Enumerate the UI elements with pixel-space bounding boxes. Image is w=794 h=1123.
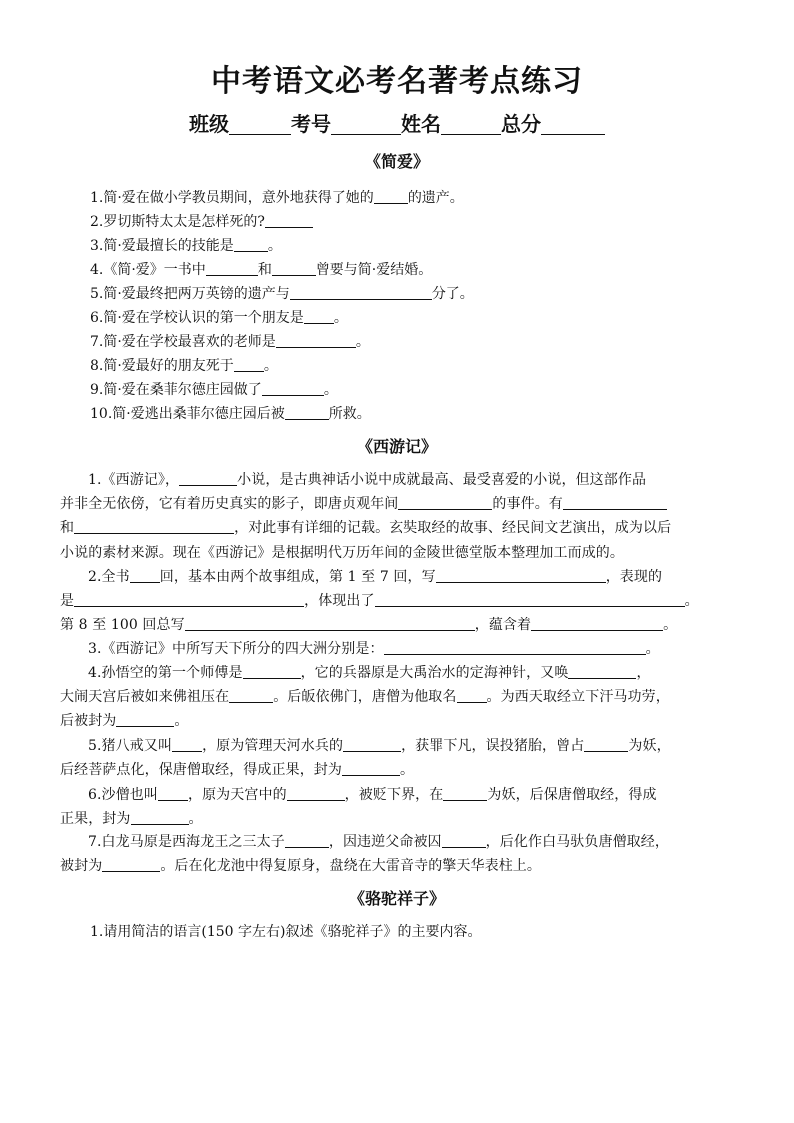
answer-blank[interactable] xyxy=(179,470,237,486)
question-paragraph: 6.沙僧也叫 ，原为天宫中的 ，被贬下界，在 为妖，后保唐僧取经，得成 正果，封为 。 xyxy=(60,787,657,828)
class-label: 班级 xyxy=(189,112,229,136)
question-item: 5.简·爱最终把两万英镑的遗产与 分了。 xyxy=(90,286,474,302)
answer-blank[interactable] xyxy=(374,188,408,204)
answer-blank[interactable] xyxy=(285,832,329,848)
question-item: 1.简·爱在做小学教员期间，意外地获得了她的 的遗产。 xyxy=(90,190,464,206)
number-blank[interactable] xyxy=(331,114,401,135)
name-blank[interactable] xyxy=(441,114,501,135)
question-item: 8.简·爱最好的朋友死于 。 xyxy=(90,358,278,374)
answer-blank[interactable] xyxy=(116,711,174,727)
answer-blank[interactable] xyxy=(74,591,304,607)
question-item: 6.简·爱在学校认识的第一个朋友是 。 xyxy=(90,310,348,326)
answer-blank[interactable] xyxy=(436,567,606,583)
class-blank[interactable] xyxy=(229,114,291,135)
answer-blank[interactable] xyxy=(285,404,329,420)
question-item: 7.简·爱在学校最喜欢的老师是 。 xyxy=(90,334,370,350)
question-item: 3.简·爱最擅长的技能是 。 xyxy=(90,238,282,254)
answer-blank[interactable] xyxy=(102,856,160,872)
answer-blank[interactable] xyxy=(568,663,636,679)
question-item: 4.《简·爱》一书中 和 曾要与简·爱结婚。 xyxy=(90,262,433,278)
score-blank[interactable] xyxy=(541,114,605,135)
answer-blank[interactable] xyxy=(130,567,160,583)
question-paragraph: 7.白龙马原是西海龙王之三太子 ，因违逆父命被囚 ，后化作白马驮负唐僧取经， 被封为 。后在化龙池中得复原身，盘绕在大雷音寺的擎天华表柱上。 xyxy=(60,834,669,875)
question-item: 1.请用简洁的语言(150 字左右)叙述《骆驼祥子》的主要内容。 xyxy=(90,924,482,940)
question-paragraph: 5.猪八戒又叫 ，原为管理天河水兵的 ，获罪下凡，误投猪胎，曾占 为妖， 后经菩萨点化，保唐僧取经，得成正果，封为 。 xyxy=(60,738,671,779)
answer-blank[interactable] xyxy=(375,591,685,607)
answer-blank[interactable] xyxy=(74,518,234,534)
answer-blank[interactable] xyxy=(234,356,264,372)
question-paragraph: 1.《西游记》， 小说，是古典神话小说中成就最高、最受喜爱的小说，但这部作品 并非全无依傍，它有着历史真实的影子，即唐贞观年间 的事件。有 和 ，对此事有详细的记载。玄奘取经的故事、经民间文艺演出，成为以后 小说的素材来源。现在《西游记》是根据明代万历年间的金陵世德堂版本整理加工而成的。 xyxy=(60,472,672,561)
answer-blank[interactable] xyxy=(457,687,487,703)
answer-blank[interactable] xyxy=(272,260,316,276)
number-label: 考号 xyxy=(291,112,331,136)
answer-blank[interactable] xyxy=(172,736,202,752)
answer-blank[interactable] xyxy=(287,785,345,801)
answer-blank[interactable] xyxy=(342,760,400,776)
answer-blank[interactable] xyxy=(443,785,487,801)
name-label: 姓名 xyxy=(401,112,441,136)
question-item: 2.罗切斯特太太是怎样死的? xyxy=(90,212,313,232)
answer-blank[interactable] xyxy=(158,785,188,801)
answer-blank[interactable] xyxy=(276,332,356,348)
question-item: 9.简·爱在桑菲尔德庄园做了 。 xyxy=(90,382,338,398)
answer-blank[interactable] xyxy=(131,809,189,825)
answer-blank[interactable] xyxy=(531,615,663,631)
section-title-jane-eyre: 《简爱》 xyxy=(364,152,429,171)
page-title: 中考语文必考名著考点练习 xyxy=(211,64,583,99)
answer-blank[interactable] xyxy=(229,687,273,703)
question-item: 10.简·爱逃出桑菲尔德庄园后被 所救。 xyxy=(90,406,371,422)
answer-blank[interactable] xyxy=(290,284,432,300)
section-title-journey-west: 《西游记》 xyxy=(356,437,437,456)
answer-blank[interactable] xyxy=(384,639,646,655)
answer-blank[interactable] xyxy=(343,736,401,752)
answer-blank[interactable] xyxy=(304,308,334,324)
answer-blank[interactable] xyxy=(206,260,258,276)
answer-blank[interactable] xyxy=(584,736,628,752)
answer-blank[interactable] xyxy=(398,494,492,510)
answer-blank[interactable] xyxy=(265,212,313,228)
section-title-camel-xiangzi: 《骆驼祥子》 xyxy=(348,889,445,908)
answer-blank[interactable] xyxy=(563,494,667,510)
student-info-line xyxy=(0,110,794,138)
question-paragraph: 3.《西游记》中所写天下所分的四大洲分别是： 。 xyxy=(88,641,660,657)
answer-blank[interactable] xyxy=(442,832,486,848)
answer-blank[interactable] xyxy=(234,236,268,252)
question-paragraph: 2.全书 回，基本由两个故事组成，第 1 至 7 回，写 ，表现的 是 ，体现出了 。 第 8 至 100 回总写 ，蕴含着 。 xyxy=(60,569,699,634)
answer-blank[interactable] xyxy=(185,615,475,631)
answer-blank[interactable] xyxy=(243,663,301,679)
answer-blank[interactable] xyxy=(262,380,324,396)
question-paragraph: 4.孙悟空的第一个师傅是 ，它的兵器原是大禹治水的定海神针，又唤 ， 大闹天宫后被如来佛祖压在 。后皈依佛门，唐僧为他取名 。为西天取经立下汗马功劳， 后被封为 。 xyxy=(60,665,670,730)
score-label: 总分 xyxy=(501,112,541,136)
